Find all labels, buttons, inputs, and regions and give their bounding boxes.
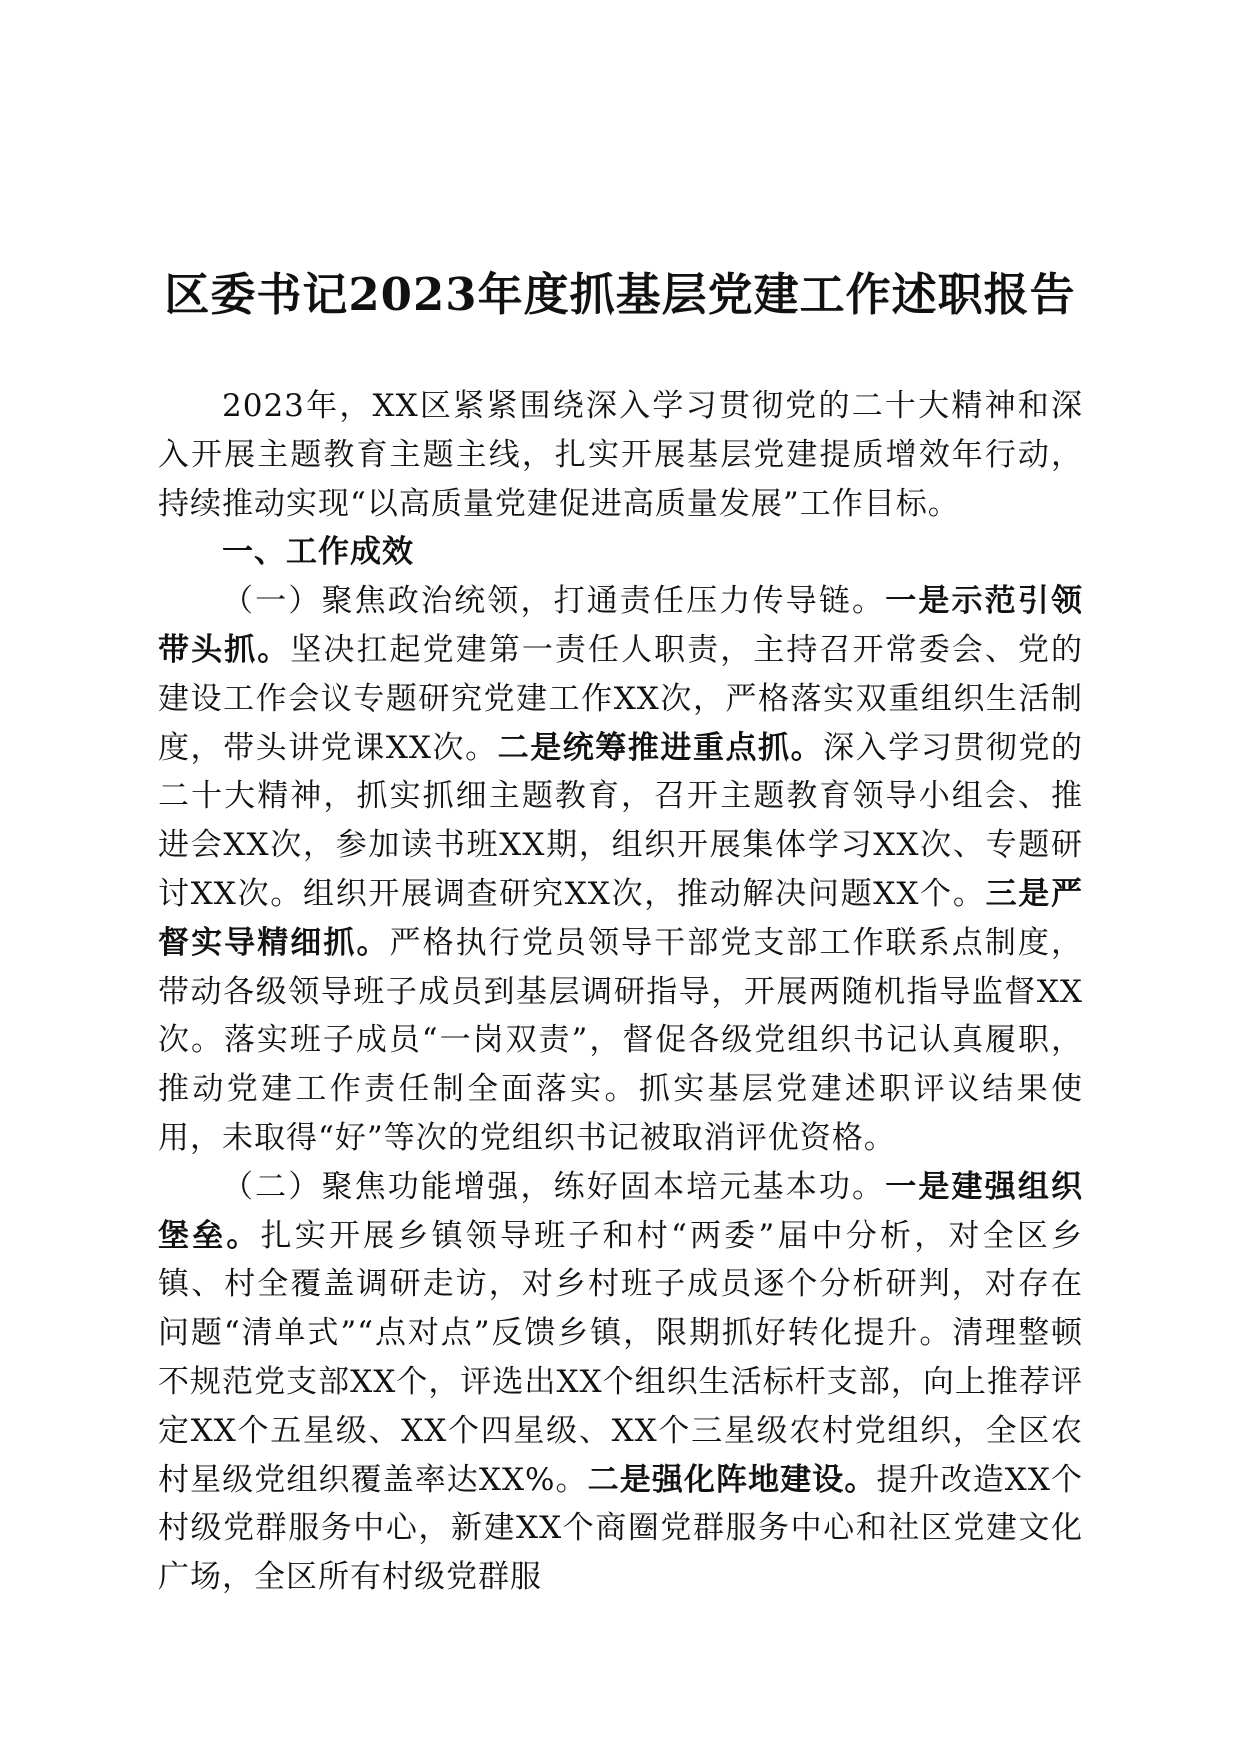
page-title: 区委书记2023年度抓基层党建工作述职报告	[164, 268, 1076, 321]
subsection-1-point-1-title: 一是示范引领带头抓。	[158, 583, 1084, 668]
subsection-1-point-2-text: 深入学习贯彻党的二十大精神，抓实抓细主题教育，召开主题教育领导小组会、推进会XX次，参加读书班XX期，组织开展集体学习XX次、专题研讨XX次。组织开展调查研究XX次，推动解决问题XX个。	[158, 729, 1084, 912]
document-body	[158, 382, 1083, 1602]
subsection-1-point-3-title: 三是严督实导精细抓。	[158, 875, 1084, 961]
subsection-2-point-1-text: 扎实开展乡镇领导班子和村“两委”届中分析，对全区乡镇、村全覆盖调研走访，对乡村班子成员逐个分析研判，对存在问题“清单式”“点对点”反馈乡镇，限期抓好转化提升。清理整顿不规范党支部XX个，评选出XX个组织生活标杆支部，向上推荐评定XX个五星级、XX个四星级、XX个三星级农村党组织，全区农村星级党组织覆盖率达XX%。	[158, 1217, 1083, 1498]
subsection-1-point-1-text: 坚决扛起党建第一责任人职责，主持召开常委会、党的建设工作会议专题研究党建工作XX次，严格落实双重组织生活制度，带头讲党课XX次。	[158, 631, 1083, 766]
subsection-2-paragraph	[158, 1163, 1083, 1602]
subsection-2-point-2-text: 提升改造XX个村级党群服务中心，新建XX个商圈党群服务中心和社区党建文化广场，全区所有村级党群服	[158, 1461, 1084, 1596]
subsection-1-point-2-title: 二是统筹推进重点抓。	[497, 729, 824, 766]
subsection-1-lead: （一）聚焦政治统领，打通责任压力传导链。	[222, 583, 886, 620]
subsection-2-point-2-title: 二是强化阵地建设。	[587, 1461, 877, 1498]
intro-paragraph: 2023年，XX区紧紧围绕深入学习贯彻党的二十大精神和深入开展主题教育主题主线，扎实开展基层党建提质增效年行动，持续推动实现“以高质量党建促进高质量发展”工作目标。	[158, 388, 1083, 522]
subsection-1-point-3-text: 严格执行党员领导干部党支部工作联系点制度，带动各级领导班子成员到基层调研指导，开展两随机指导监督XX次。落实班子成员“一岗双责”，督促各级党组织书记认真履职，推动党建工作责任制全面落实。抓实基层党建述职评议结果使用，未取得“好”等次的党组织书记被取消评优资格。	[158, 924, 1084, 1156]
section-heading-achievements: 一、工作成效	[222, 534, 414, 571]
subsection-2-lead: （二）聚焦功能增强，练好固本培元基本功。	[222, 1168, 886, 1205]
subsection-2-point-1-title: 一是建强组织堡垒。	[158, 1168, 1084, 1254]
subsection-1-paragraph	[158, 577, 1083, 1163]
